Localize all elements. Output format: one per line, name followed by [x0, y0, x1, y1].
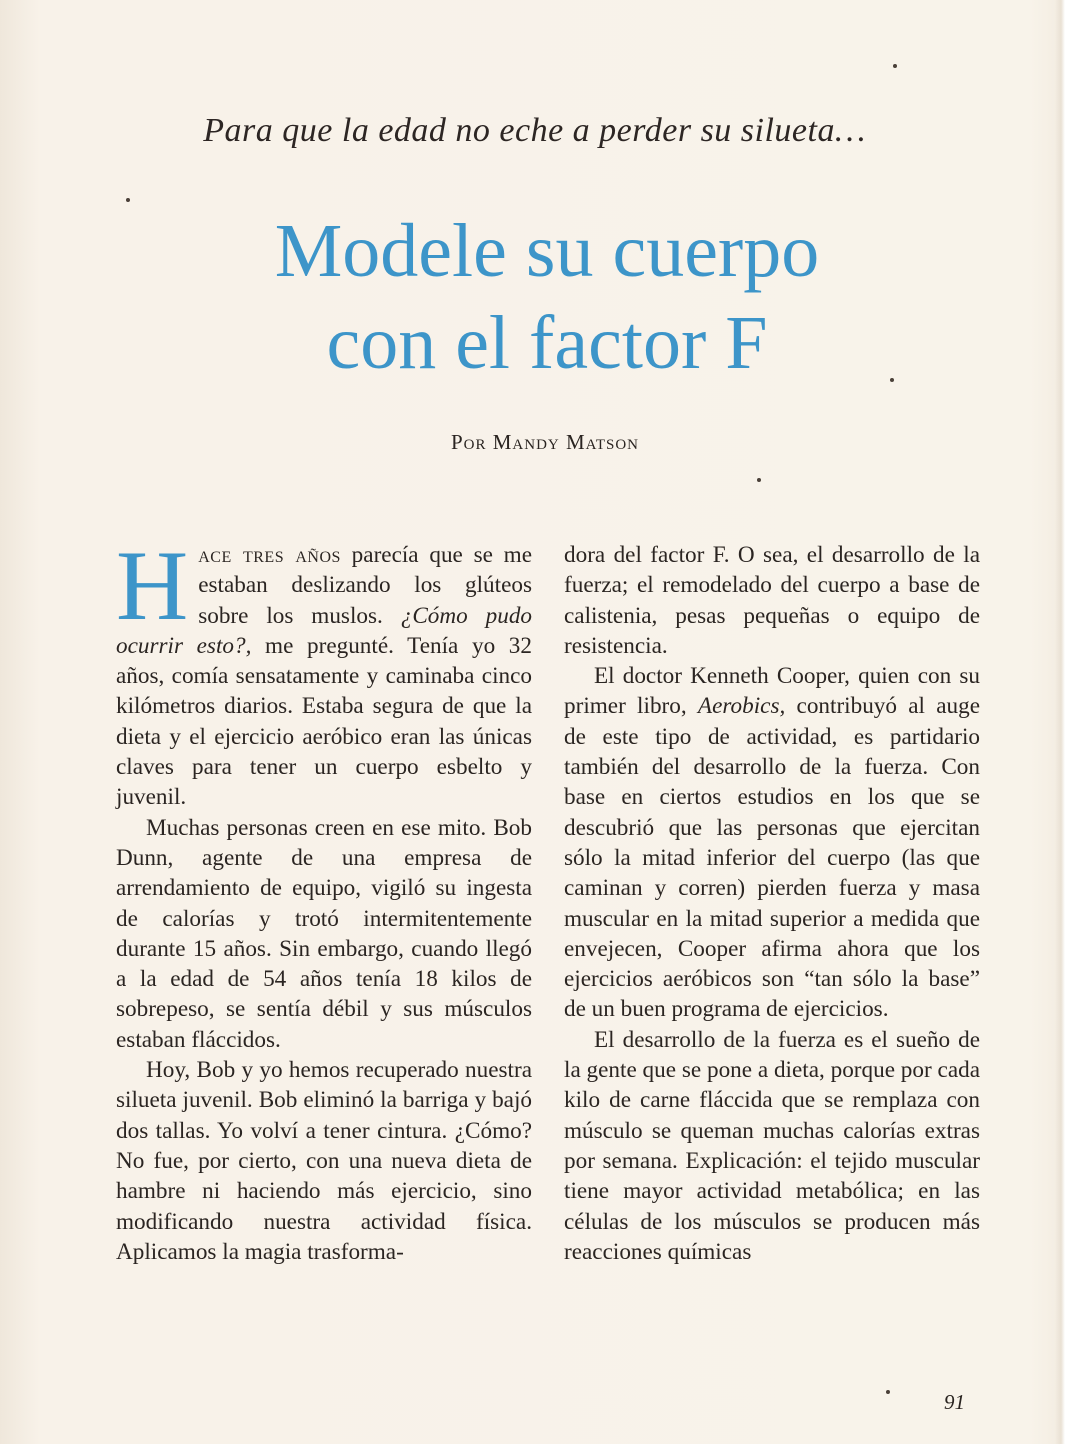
paragraph-3: Hoy, Bob y yo hemos recuperado nuestra silueta juvenil. Bob eliminó la barriga y bajó dos tallas. Yo volví a tener cintura. ¿Cómo? No fue, por cierto, con una nueva dieta de hambre ni haciendo más ejercicio, sino modificando nuestra actividad física. Aplicamos la magia trasforma- [116, 1057, 532, 1265]
print-speck [886, 1390, 890, 1394]
article-byline: Por Mandy Matson [450, 430, 640, 454]
text-column-left [116, 530, 533, 1267]
paragraph-5-text-b: contribuyó al auge de este tipo de actividad, es partidario también del desarrollo de la fuerza. Con base en ciertos estudios en los que se descubrió que las personas que ejercitan sólo la mitad inferior del cuerpo (las que caminan y corren) pierden fuerza y masa muscular en la mitad superior a medida que envejecen, Cooper afirma ahora que los ejercicios aeróbicos son “tan sólo la base” de un buen programa de ejercicios. [564, 693, 980, 1023]
paragraph-5-text-a: El doctor Kenneth Cooper, quien con su primer libro, [564, 663, 980, 720]
print-speck [757, 478, 761, 482]
paragraph-5-italic: Aerobics, [697, 693, 786, 720]
article-title [0, 205, 1069, 389]
title-line-2: con el factor F [326, 301, 768, 385]
paragraph-4: dora del factor F. O sea, el desarrollo de la fuerza; el remodelado del cuerpo a base de calistenia, pesas pequeñas o equipo de resistencia. [564, 542, 980, 659]
print-speck [890, 378, 894, 382]
title-line-1: Modele su cuerpo [274, 209, 820, 293]
paragraph-1-italic: ¿Cómo pudo ocurrir esto?, [116, 602, 533, 659]
paragraph-5 [564, 661, 980, 1025]
text-column-right [564, 540, 980, 1267]
print-speck [893, 64, 897, 68]
article-kicker: Para que la edad no eche a perder su silueta… [203, 112, 866, 149]
paragraph-6: El desarrollo de la fuerza es el sueño de la gente que se pone a dieta, porque por cada kilo de carne fláccida que se remplaza con músculo se queman muchas calorías extras por semana. Explicación: el tejido muscular tiene mayor actividad metabólica; en las células de los músculos se producen más reacciones químicas [564, 1026, 980, 1265]
paragraph-2: Muchas personas creen en ese mito. Bob Dunn, agente de una empresa de arrendamiento de equipo, vigiló su ingesta de calorías y trotó intermitentemente durante 15 años. Sin embargo, cuando llegó a la edad de 54 años tenía 18 kilos de sobrepeso, se sentía débil y sus músculos estaban fláccidos. [116, 814, 532, 1053]
paragraph-1-text-a: parecía que se me estaban deslizando los glúteos sobre los muslos. [198, 542, 532, 629]
paragraph-1-text-b: me pregunté. Tenía yo 32 años, comía sensatamente y caminaba cinco kilómetros diarios. Estaba segura de que la dieta y el ejercicio aeróbico eran las únicas claves para tener un cuerpo esbelto y juvenil. [116, 632, 532, 811]
lead-in: ace tres años [198, 542, 341, 568]
page-number: 91 [944, 1390, 965, 1414]
print-speck [126, 198, 130, 202]
drop-cap: H [116, 530, 189, 641]
paragraph-1 [116, 530, 533, 813]
